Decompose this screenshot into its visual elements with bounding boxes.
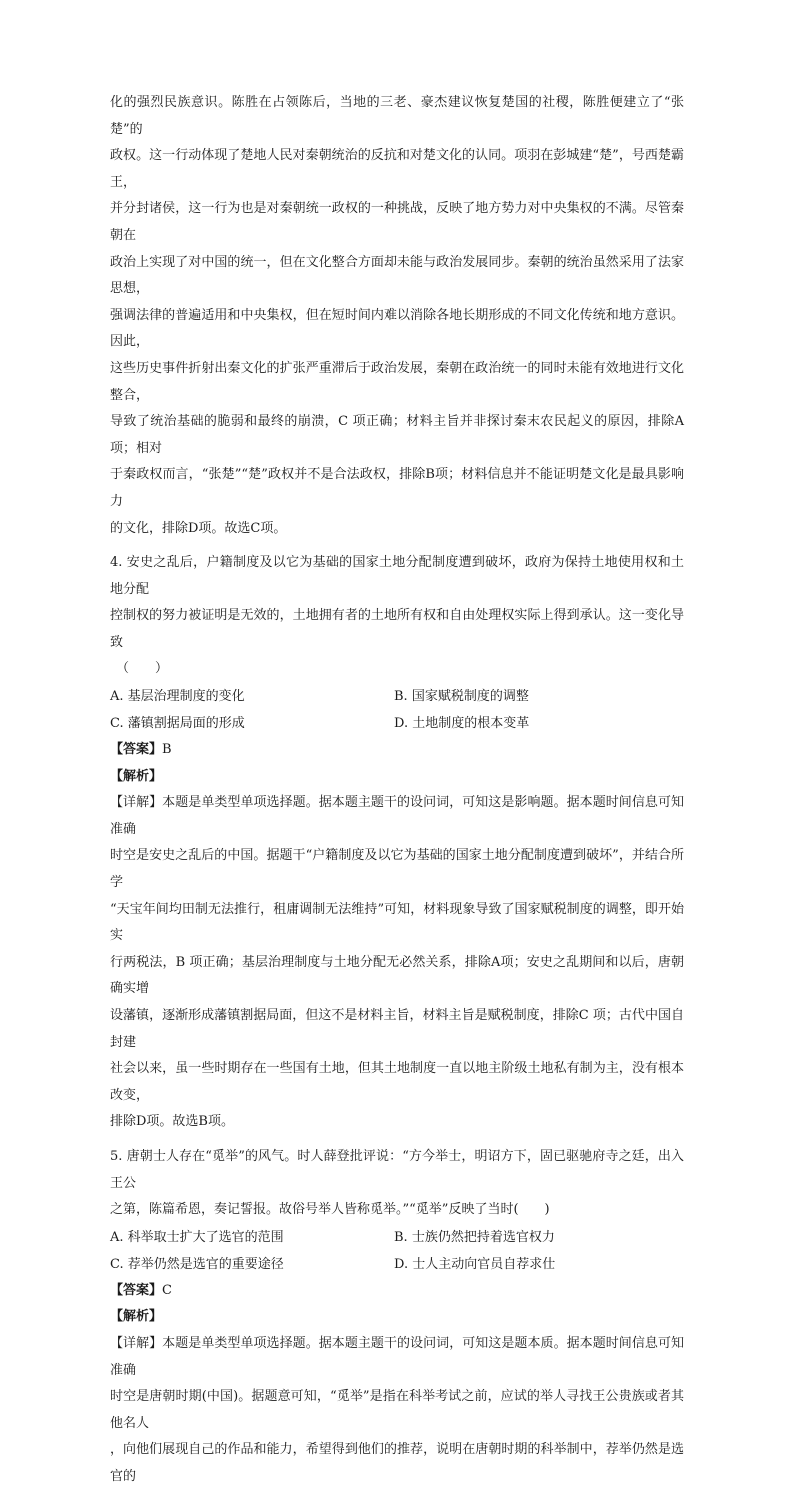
question-4 <box>110 550 684 1136</box>
text-line: 的文化，排除D项。故选C项。 <box>110 520 287 536</box>
text-line: 化的强烈民族意识。陈胜在占领陈后，当地的三老、豪杰建议恢复楚国的社稷，陈胜便建立了“张楚”的 <box>110 95 684 137</box>
text-line: ，向他们展现自己的作品和能力，希望得到他们的推荐，说明在唐朝时期的科举制中，荐举仍然是选官的 <box>110 1442 684 1484</box>
text-line: 导致了统治基础的脆弱和最终的崩溃，C 项正确；材料主旨并非探讨秦末农民起义的原因，排除A项；相对 <box>110 414 684 456</box>
answer-blank: （ ） <box>116 661 169 677</box>
text-line: 【详解】本题是单类型单项选择题。据本题主题干的设问词，可知这是影响题。据本题时间信息可知准确 <box>110 795 684 837</box>
question-stem-line: 5. 唐朝士人存在“觅举”的风气。时人薛登批评说：“方今举士，明诏方下，固已驱驰府寺之廷，出入王公 <box>110 1148 684 1191</box>
previous-explanation-continuation <box>110 90 684 542</box>
text-line: 行两税法，B 项正确；基层治理制度与土地分配无必然关系，排除A项；安史之乱期间和以后，唐朝确实增 <box>110 954 684 997</box>
option-a: A. 科举取士扩大了选官的范围 <box>110 1229 284 1245</box>
option-a: A. 基层治理制度的变化 <box>110 689 245 705</box>
text-line: 时空是安史之乱后的中国。据题干“户籍制度及以它为基础的国家土地分配制度遭到破坏”，并结合所学 <box>110 848 684 891</box>
question-stem-line: 4. 安史之乱后，户籍制度及以它为基础的国家土地分配制度遭到破坏，政府为保持土地使用权和土地分配 <box>110 555 684 597</box>
text-line: 这些历史事件折射出秦文化的扩张严重滞后于政治发展，秦朝在政治统一的同时未能有效地进行文化整合， <box>110 360 684 403</box>
analysis-label: 【解析】 <box>110 1309 163 1325</box>
question-stem-line: 之第，陈篇希恩，奏记誓报。故俗号举人皆称觅举。”“觅举”反映了当时( ) <box>110 1202 550 1218</box>
text-line: “天宝年间均田制无法推行，租庸调制无法维持”可知，材料现象导致了国家赋税制度的调整，即开始实 <box>110 901 684 944</box>
option-d: D. 士人主动向官员自荐求仕 <box>394 1256 556 1272</box>
text-line: 【详解】本题是单类型单项选择题。据本题主题干的设问词，可知这是题本质。据本题时间信息可知准确 <box>110 1335 684 1378</box>
text-line: 并分封诸侯，这一行为也是对秦朝统一政权的一种挑战，反映了地方势力对中央集权的不满。尽管秦朝在 <box>110 201 684 243</box>
option-c: C. 荐举仍然是选官的重要途径 <box>110 1256 284 1272</box>
text-line: 设藩镇，逐渐形成藩镇割据局面，但这不是材料主旨，材料主旨是赋税制度，排除C 项；古代中国自封建 <box>110 1008 684 1050</box>
text-line: 政治上实现了对中国的统一，但在文化整合方面却未能与政治发展同步。秦朝的统治虽然采用了法家思想， <box>110 254 684 297</box>
option-b: B. 国家赋税制度的调整 <box>394 689 529 705</box>
answer-label: 【答案】 <box>110 1282 163 1298</box>
options-grid <box>110 683 684 737</box>
answer-value: C <box>162 1282 172 1298</box>
text-line: 政权。这一行动体现了楚地人民对秦朝统治的反抗和对楚文化的认同。项羽在彭城建“楚”，号西楚霸王， <box>110 148 684 190</box>
detail-explanation <box>110 790 684 1136</box>
answer-line <box>110 1278 684 1305</box>
answer-label: 【答案】 <box>110 742 163 758</box>
option-d: D. 土地制度的根本变革 <box>394 716 530 732</box>
text-line: 时空是唐朝时期(中国)。据题意可知，“觅举”是指在科举考试之前，应试的举人寻找王公贵族或者其他名人 <box>110 1389 684 1431</box>
text-line: 社会以来，虽一些时期存在一些国有土地，但其土地制度一直以地主阶级土地私有制为主，没有根本改变， <box>110 1061 684 1103</box>
analysis-label: 【解析】 <box>110 768 163 784</box>
question-5 <box>110 1144 684 1491</box>
text-line: 排除D项。故选B项。 <box>110 1114 234 1130</box>
text-line: 强调法律的普遍适用和中央集权，但在短时间内难以消除各地长期形成的不同文化传统和地方意识。因此， <box>110 307 684 350</box>
text-line: 于秦政权而言，“张楚”“楚”政权并不是合法政权，排除B项；材料信息并不能证明楚文化是最具影响力 <box>110 467 684 509</box>
document-page <box>110 90 684 1491</box>
option-c: C. 藩镇割据局面的形成 <box>110 716 245 732</box>
option-b: B. 士族仍然把持着选官权力 <box>394 1229 555 1245</box>
detail-explanation <box>110 1331 684 1491</box>
question-stem-line: 控制权的努力被证明是无效的，土地拥有者的土地所有权和自由处理权实际上得到承认。这一变化导致 <box>110 608 684 650</box>
answer-line <box>110 737 684 764</box>
options-grid <box>110 1224 684 1278</box>
answer-value: B <box>162 742 172 758</box>
